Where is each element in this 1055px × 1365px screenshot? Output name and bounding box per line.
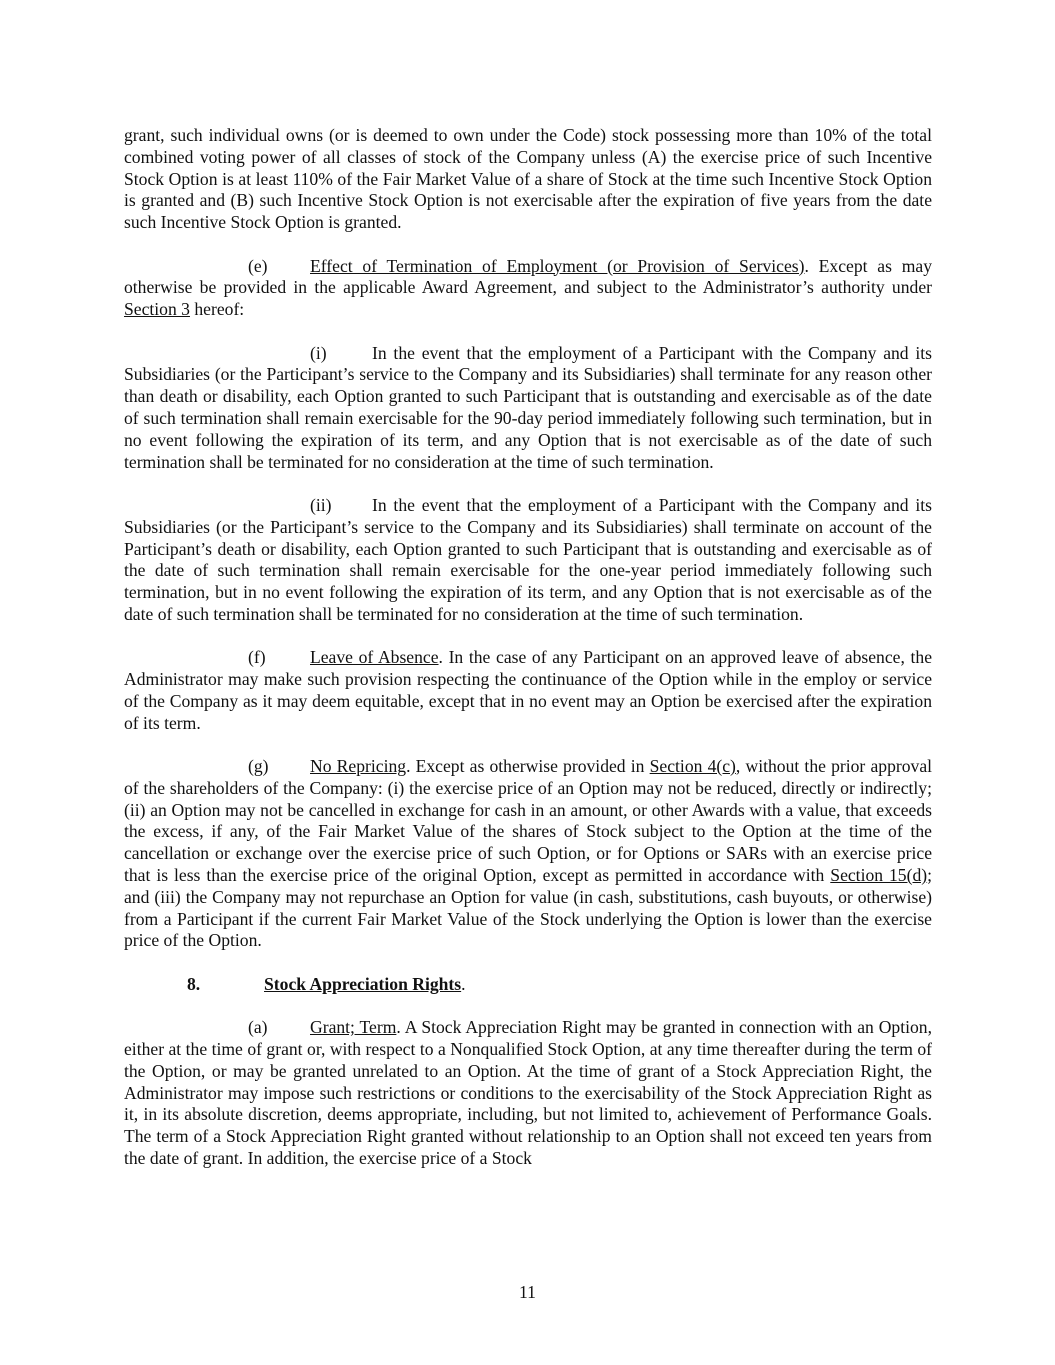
text-g-2: , without the prior approval of the shareholders of the Company: (i) the exercise price of an Option may not be reduced, directly or indirectly; (ii) an Option may not be cancelled in exchange for cash in an amount, or other Awards with a value, that exceeds the excess, if any, of the Fair Market Value of the shares of Stock subject to the Option at the time of the cancellation or exchange over the exercise price of such Option, or for Options or SARs with an exercise price that is less than the exercise price of the original Option, except as permitted in accordance with: [124, 756, 933, 886]
section-8-heading: [124, 974, 932, 996]
section-8-number: 8.: [187, 973, 201, 994]
text-g-1: . Except as otherwise provided in: [406, 756, 650, 777]
section-8-period: .: [461, 973, 466, 994]
text-e-2: hereof:: [189, 299, 245, 320]
label-f: (f): [248, 647, 266, 668]
link-section-3[interactable]: Section 3: [124, 299, 190, 320]
paragraph-f: [124, 647, 932, 734]
paragraph-a: [124, 1017, 932, 1170]
text-ii: In the event that the employment of a Participant with the Company and its Subsidiaries (or the Participant’s service to the Company and its Subsidiaries) shall terminate on account of the Participant’s death or disability, each Option granted to such Participant that is outstanding and exercisable as of the date of such termination shall remain exercisable for the one-year period immediately following such termination, but in no event following the expiration of its term, and any Option that is not exercisable as of the date of such termination shall be terminated for no consideration at the time of such termination.: [124, 494, 932, 624]
heading-leave-of-absence: Leave of Absence: [310, 647, 439, 668]
paragraph-e: [124, 256, 932, 321]
section-8-title: Stock Appreciation Rights: [264, 973, 462, 994]
text-g-3: ; and (iii) the Company may not repurchase an Option for value (in cash, substitutions, cash buyouts, or otherwise) from a Participant if the current Fair Market Value of the Stock underlying the Option is lower than the exercise price of the Option.: [124, 865, 932, 951]
paragraph-ii: [124, 495, 932, 626]
heading-grant-term: Grant; Term: [310, 1017, 397, 1038]
label-ii: (ii): [310, 494, 332, 515]
page-number: 11: [519, 1282, 536, 1302]
heading-effect-of-termination: Effect of Termination of Employment (or Provision of Services): [310, 255, 805, 276]
link-section-4c[interactable]: Section 4(c): [649, 756, 736, 777]
label-g: (g): [248, 756, 269, 777]
text-a: . A Stock Appreciation Right may be granted in connection with an Option, either at the time of grant or, with respect to a Nonqualified Stock Option, at any time thereafter during the term of the Option, or may be granted unrelated to an Option. At the time of grant of a Stock Appreciation Right, the Administrator may impose such restrictions or conditions to the exercisability of the Stock Appreciation Right as it, in its absolute discretion, deems appropriate, including, but not limited to, achievement of Performance Goals. The term of a Stock Appreciation Right granted without relationship to an Option shall not exceed ten years from the date of grant. In addition, the exercise price of a Stock: [124, 1017, 932, 1169]
text-i: In the event that the employment of a Participant with the Company and its Subsidiaries (or the Participant’s service to the Company and its Subsidiaries) shall terminate for any reason other than death or disability, each Option granted to such Participant that is outstanding and exercisable as of the date of such termination shall remain exercisable for the 90-day period immediately following such termination, but in no event following the expiration of its term, and any Option that is not exercisable as of the date of such termination shall be terminated for no consideration at the time of such termination.: [124, 342, 932, 472]
text-f: . In the case of any Participant on an approved leave of absence, the Administrator may make such provision respecting the continuance of the Option while in the employ or service of the Company as it may deem equitable, except that in no event may an Option be exercised after the expiration of its term.: [124, 647, 933, 733]
text-e-1: . Except as may otherwise be provided in the applicable Award Agreement, and subject to the Administrator’s authority under: [124, 255, 932, 298]
link-section-15d[interactable]: Section 15(d): [830, 865, 928, 886]
paragraph-g: [124, 756, 932, 952]
paragraph-i: [124, 343, 932, 474]
document-page: [124, 125, 932, 1191]
heading-no-repricing: No Repricing: [310, 756, 407, 777]
label-i: (i): [310, 342, 327, 363]
label-a: (a): [248, 1017, 268, 1038]
label-e: (e): [248, 255, 268, 276]
paragraph-intro: grant, such individual owns (or is deemed to own under the Code) stock possessing more than 10% of the total combined voting power of all classes of stock of the Company unless (A) the exercise price of such Incentive Stock Option is at least 110% of the Fair Market Value of a share of Stock at the time such Incentive Stock Option is granted and (B) such Incentive Stock Option is not exercisable after the expiration of five years from the date such Incentive Stock Option is granted.: [124, 125, 932, 233]
